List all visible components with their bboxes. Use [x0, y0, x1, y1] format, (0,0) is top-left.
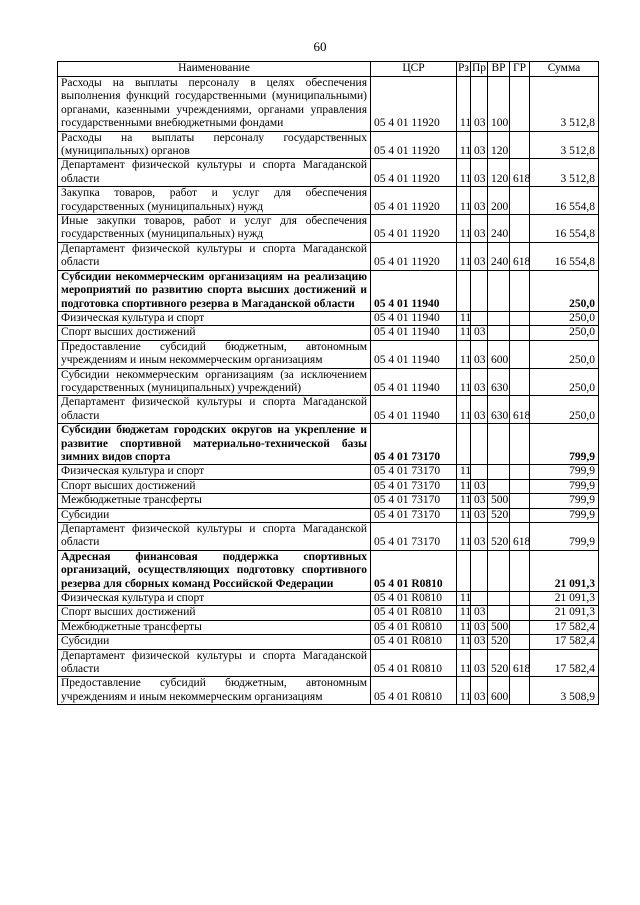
- cell-pr: [471, 550, 488, 591]
- table-row: [58, 677, 599, 705]
- cell-vr: 100: [488, 77, 510, 132]
- cell-sum: 3 512,8: [530, 77, 599, 132]
- cell-rz: [457, 550, 471, 591]
- cell-vr: [488, 311, 510, 325]
- cell-sum: 17 582,4: [530, 620, 599, 634]
- cell-name: Физическая культура и спорт: [58, 465, 371, 479]
- cell-csr: 05 4 01 11920: [371, 242, 457, 270]
- cell-rz: 11: [457, 523, 471, 551]
- cell-rz: 11: [457, 620, 471, 634]
- table-row: [58, 242, 599, 270]
- table-row: [58, 368, 599, 396]
- cell-vr: 520: [488, 635, 510, 649]
- cell-vr: 520: [488, 649, 510, 677]
- header-rz: Рз: [457, 62, 471, 77]
- cell-name: Департамент физической культуры и спорта Магаданской области: [58, 242, 371, 270]
- cell-name: Физическая культура и спорт: [58, 311, 371, 325]
- cell-pr: 03: [471, 635, 488, 649]
- table-row: [58, 508, 599, 522]
- cell-vr: 520: [488, 523, 510, 551]
- cell-gr: [510, 494, 530, 508]
- cell-vr: 520: [488, 508, 510, 522]
- table-row: [58, 340, 599, 368]
- cell-rz: 11: [457, 77, 471, 132]
- cell-pr: [471, 592, 488, 606]
- cell-csr: 05 4 01 11940: [371, 368, 457, 396]
- cell-gr: 618: [510, 159, 530, 187]
- table-row: [58, 396, 599, 424]
- cell-rz: 11: [457, 131, 471, 159]
- cell-sum: 799,9: [530, 494, 599, 508]
- cell-rz: 11: [457, 368, 471, 396]
- cell-pr: [471, 465, 488, 479]
- cell-sum: 21 091,3: [530, 592, 599, 606]
- cell-sum: 799,9: [530, 508, 599, 522]
- cell-gr: 618: [510, 523, 530, 551]
- cell-name: Адресная финансовая поддержка спортивных организаций, осуществляющих подготовку спортивного резерва для сборных команд Российской Федерации: [58, 550, 371, 591]
- table-row: [58, 424, 599, 465]
- cell-csr: 05 4 01 R0810: [371, 606, 457, 620]
- cell-gr: [510, 606, 530, 620]
- cell-csr: 05 4 01 73170: [371, 508, 457, 522]
- cell-name: Спорт высших достижений: [58, 606, 371, 620]
- cell-sum: 250,0: [530, 396, 599, 424]
- header-sum: Сумма: [530, 62, 599, 77]
- cell-sum: 3 512,8: [530, 131, 599, 159]
- cell-name: Межбюджетные трансферты: [58, 620, 371, 634]
- cell-sum: 250,0: [530, 368, 599, 396]
- cell-sum: 250,0: [530, 270, 599, 311]
- cell-gr: [510, 340, 530, 368]
- table-row: [58, 326, 599, 340]
- cell-vr: [488, 479, 510, 493]
- table-row: [58, 550, 599, 591]
- cell-vr: 500: [488, 494, 510, 508]
- cell-gr: [510, 131, 530, 159]
- cell-csr: 05 4 01 11920: [371, 187, 457, 215]
- cell-gr: [510, 465, 530, 479]
- cell-sum: 250,0: [530, 311, 599, 325]
- cell-gr: [510, 620, 530, 634]
- page-number: 60: [313, 39, 327, 54]
- cell-name: Межбюджетные трансферты: [58, 494, 371, 508]
- table-row: [58, 523, 599, 551]
- cell-csr: 05 4 01 R0810: [371, 635, 457, 649]
- header-csr: ЦСР: [371, 62, 457, 77]
- cell-vr: 600: [488, 677, 510, 705]
- table-row: [58, 131, 599, 159]
- cell-sum: 17 582,4: [530, 649, 599, 677]
- cell-csr: 05 4 01 73170: [371, 424, 457, 465]
- cell-name: Субсидии: [58, 635, 371, 649]
- cell-gr: [510, 77, 530, 132]
- cell-rz: 11: [457, 649, 471, 677]
- cell-name: Спорт высших достижений: [58, 479, 371, 493]
- cell-vr: 120: [488, 159, 510, 187]
- cell-rz: 11: [457, 340, 471, 368]
- cell-pr: 03: [471, 215, 488, 243]
- table-row: [58, 592, 599, 606]
- cell-pr: 03: [471, 396, 488, 424]
- cell-sum: 21 091,3: [530, 550, 599, 591]
- table-body: [58, 77, 599, 705]
- cell-rz: 11: [457, 159, 471, 187]
- cell-gr: [510, 424, 530, 465]
- cell-pr: 03: [471, 326, 488, 340]
- cell-csr: 05 4 01 11920: [371, 215, 457, 243]
- cell-pr: 03: [471, 620, 488, 634]
- cell-gr: [510, 215, 530, 243]
- cell-vr: 630: [488, 368, 510, 396]
- cell-sum: 250,0: [530, 326, 599, 340]
- header-gr: ГР: [510, 62, 530, 77]
- cell-rz: 11: [457, 592, 471, 606]
- cell-pr: [471, 424, 488, 465]
- cell-pr: 03: [471, 131, 488, 159]
- cell-rz: 11: [457, 396, 471, 424]
- cell-rz: 11: [457, 215, 471, 243]
- header-vr: ВР: [488, 62, 510, 77]
- cell-pr: 03: [471, 523, 488, 551]
- cell-gr: [510, 592, 530, 606]
- cell-csr: 05 4 01 11920: [371, 159, 457, 187]
- table-row: [58, 494, 599, 508]
- table-row: [58, 159, 599, 187]
- cell-pr: 03: [471, 187, 488, 215]
- table-row: [58, 270, 599, 311]
- cell-gr: 618: [510, 242, 530, 270]
- cell-rz: 11: [457, 311, 471, 325]
- cell-vr: [488, 592, 510, 606]
- cell-csr: 05 4 01 11940: [371, 270, 457, 311]
- cell-sum: 799,9: [530, 479, 599, 493]
- cell-rz: 11: [457, 187, 471, 215]
- cell-sum: 21 091,3: [530, 606, 599, 620]
- cell-name: Субсидии бюджетам городских округов на укрепление и развитие спортивной материально-технической базы зимних видов спорта: [58, 424, 371, 465]
- cell-rz: [457, 270, 471, 311]
- cell-gr: [510, 311, 530, 325]
- cell-name: Департамент физической культуры и спорта Магаданской области: [58, 523, 371, 551]
- cell-vr: 240: [488, 215, 510, 243]
- cell-sum: 16 554,8: [530, 242, 599, 270]
- cell-rz: 11: [457, 494, 471, 508]
- cell-pr: 03: [471, 340, 488, 368]
- cell-gr: [510, 270, 530, 311]
- cell-vr: [488, 326, 510, 340]
- cell-pr: 03: [471, 368, 488, 396]
- cell-sum: 799,9: [530, 424, 599, 465]
- cell-csr: 05 4 01 73170: [371, 523, 457, 551]
- cell-name: Физическая культура и спорт: [58, 592, 371, 606]
- cell-gr: [510, 187, 530, 215]
- cell-name: Департамент физической культуры и спорта Магаданской области: [58, 159, 371, 187]
- cell-name: Расходы на выплаты персоналу государственных (муниципальных) органов: [58, 131, 371, 159]
- cell-pr: 03: [471, 159, 488, 187]
- cell-name: Спорт высших достижений: [58, 326, 371, 340]
- cell-vr: 200: [488, 187, 510, 215]
- cell-vr: 600: [488, 340, 510, 368]
- table-header-row: [58, 62, 599, 77]
- cell-name: Предоставление субсидий бюджетным, автономным учреждениям и иным некоммерческим организациям: [58, 340, 371, 368]
- cell-vr: [488, 465, 510, 479]
- cell-pr: 03: [471, 606, 488, 620]
- cell-gr: [510, 635, 530, 649]
- cell-name: Субсидии: [58, 508, 371, 522]
- cell-csr: 05 4 01 11920: [371, 77, 457, 132]
- cell-rz: 11: [457, 606, 471, 620]
- cell-pr: [471, 311, 488, 325]
- cell-name: Субсидии некоммерческим организациям на реализацию мероприятий по развитию спорта высших достижений и подготовка спортивного резерва в Магаданской области: [58, 270, 371, 311]
- cell-gr: [510, 479, 530, 493]
- cell-pr: 03: [471, 479, 488, 493]
- cell-csr: 05 4 01 R0810: [371, 620, 457, 634]
- cell-csr: 05 4 01 R0810: [371, 550, 457, 591]
- cell-rz: 11: [457, 479, 471, 493]
- cell-sum: 16 554,8: [530, 187, 599, 215]
- cell-csr: 05 4 01 73170: [371, 465, 457, 479]
- cell-pr: 03: [471, 508, 488, 522]
- cell-name: Департамент физической культуры и спорта Магаданской области: [58, 649, 371, 677]
- table-row: [58, 479, 599, 493]
- cell-rz: [457, 424, 471, 465]
- cell-rz: 11: [457, 677, 471, 705]
- cell-pr: 03: [471, 242, 488, 270]
- cell-name: Субсидии некоммерческим организациям (за исключением государственных (муниципальных) учреждений): [58, 368, 371, 396]
- cell-csr: 05 4 01 11920: [371, 131, 457, 159]
- cell-rz: 11: [457, 508, 471, 522]
- cell-sum: 3 512,8: [530, 159, 599, 187]
- cell-vr: [488, 606, 510, 620]
- cell-pr: 03: [471, 649, 488, 677]
- cell-name: Предоставление субсидий бюджетным, автономным учреждениям и иным некоммерческим организациям: [58, 677, 371, 705]
- cell-csr: 05 4 01 11940: [371, 396, 457, 424]
- header-name: Наименование: [58, 62, 371, 77]
- cell-csr: 05 4 01 73170: [371, 479, 457, 493]
- cell-csr: 05 4 01 R0810: [371, 677, 457, 705]
- cell-vr: 120: [488, 131, 510, 159]
- table-row: [58, 649, 599, 677]
- cell-vr: [488, 424, 510, 465]
- table-row: [58, 311, 599, 325]
- cell-rz: 11: [457, 326, 471, 340]
- cell-rz: 11: [457, 242, 471, 270]
- cell-gr: [510, 508, 530, 522]
- cell-sum: 250,0: [530, 340, 599, 368]
- table-row: [58, 635, 599, 649]
- cell-name: Иные закупки товаров, работ и услуг для обеспечения государственных (муниципальных) нужд: [58, 215, 371, 243]
- cell-sum: 3 508,9: [530, 677, 599, 705]
- cell-sum: 17 582,4: [530, 635, 599, 649]
- cell-gr: 618: [510, 396, 530, 424]
- cell-name: Расходы на выплаты персоналу в целях обеспечения выполнения функций государственными (муниципальными) органами, казенными учреждениями, органами управления государственными внебюджетными фондами: [58, 77, 371, 132]
- cell-gr: [510, 368, 530, 396]
- cell-rz: 11: [457, 465, 471, 479]
- table-row: [58, 620, 599, 634]
- cell-csr: 05 4 01 11940: [371, 311, 457, 325]
- budget-table: [57, 61, 599, 705]
- cell-vr: 500: [488, 620, 510, 634]
- cell-pr: 03: [471, 494, 488, 508]
- cell-sum: 799,9: [530, 523, 599, 551]
- cell-gr: [510, 550, 530, 591]
- cell-pr: 03: [471, 77, 488, 132]
- cell-vr: 630: [488, 396, 510, 424]
- cell-pr: [471, 270, 488, 311]
- cell-vr: 240: [488, 242, 510, 270]
- cell-gr: [510, 326, 530, 340]
- cell-csr: 05 4 01 73170: [371, 494, 457, 508]
- cell-gr: 618: [510, 649, 530, 677]
- table-row: [58, 465, 599, 479]
- cell-vr: [488, 270, 510, 311]
- cell-gr: [510, 677, 530, 705]
- header-pr: Пр: [471, 62, 488, 77]
- cell-pr: 03: [471, 677, 488, 705]
- cell-csr: 05 4 01 11940: [371, 326, 457, 340]
- cell-rz: 11: [457, 635, 471, 649]
- table-row: [58, 606, 599, 620]
- cell-vr: [488, 550, 510, 591]
- table-row: [58, 215, 599, 243]
- table-row: [58, 77, 599, 132]
- cell-sum: 799,9: [530, 465, 599, 479]
- cell-name: Закупка товаров, работ и услуг для обеспечения государственных (муниципальных) нужд: [58, 187, 371, 215]
- cell-name: Департамент физической культуры и спорта Магаданской области: [58, 396, 371, 424]
- cell-csr: 05 4 01 R0810: [371, 592, 457, 606]
- table-row: [58, 187, 599, 215]
- cell-csr: 05 4 01 R0810: [371, 649, 457, 677]
- cell-sum: 16 554,8: [530, 215, 599, 243]
- cell-csr: 05 4 01 11940: [371, 340, 457, 368]
